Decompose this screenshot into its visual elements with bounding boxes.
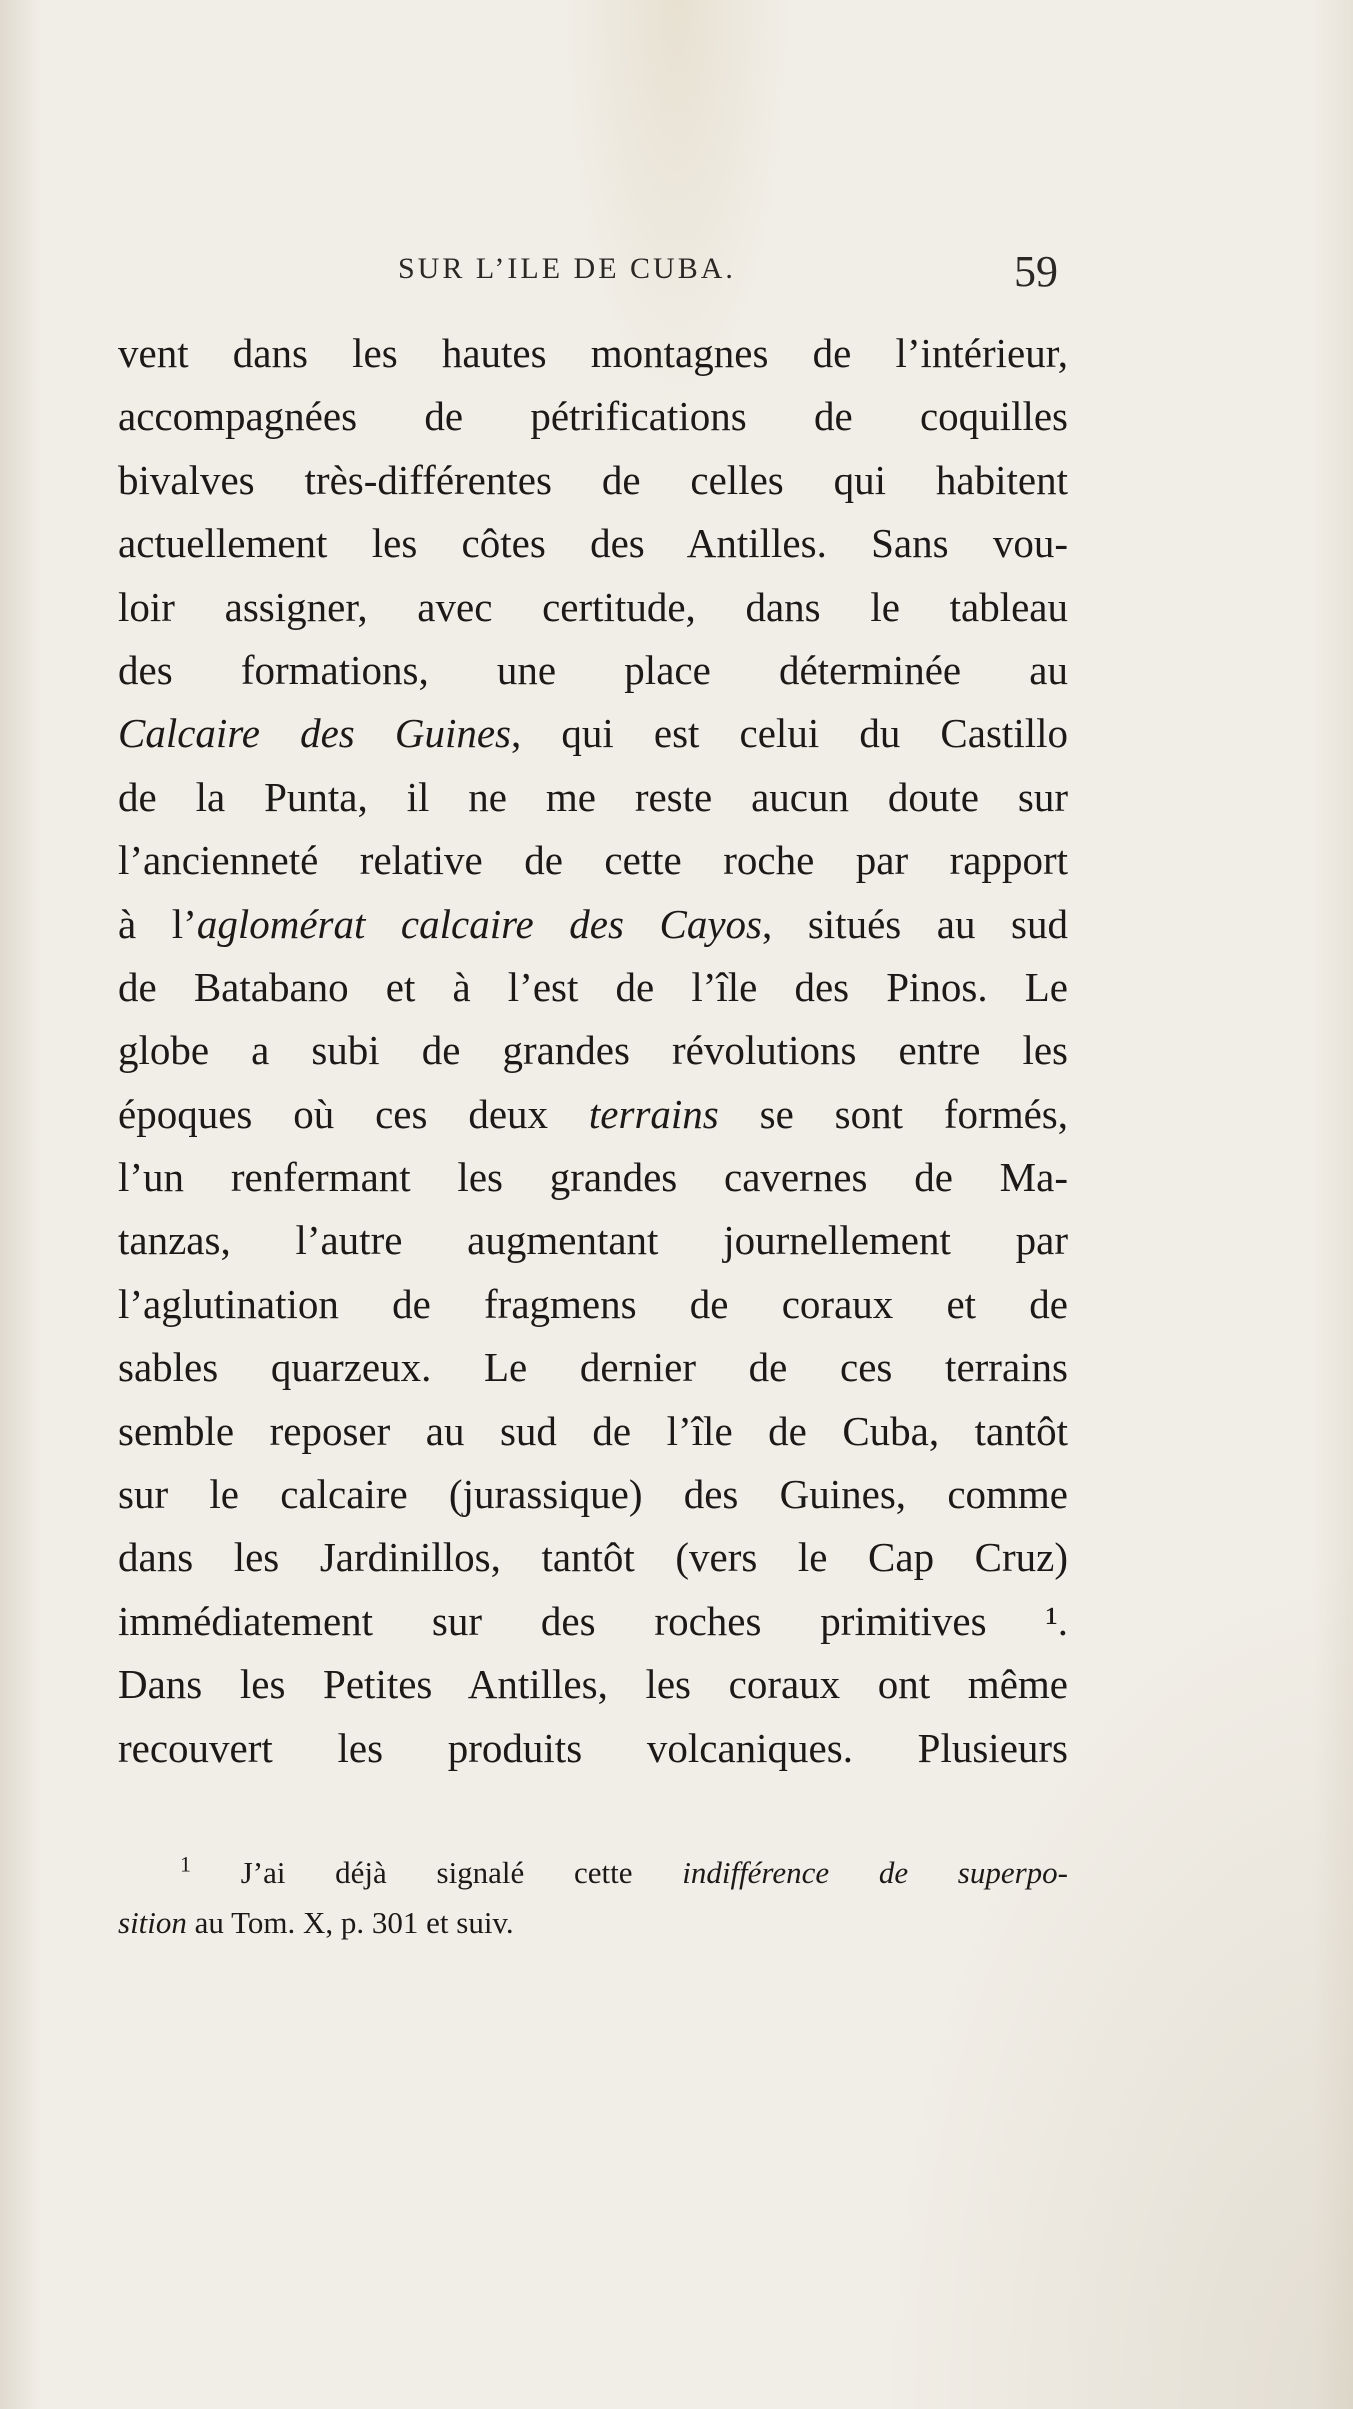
text-line: l’aglutination de fragmens de coraux et de [118, 1280, 1068, 1327]
text-line: l’ancienneté relative de cette roche par rapport [118, 837, 1068, 884]
text-line: l’un renfermant les grandes cavernes de Ma- [118, 1154, 1068, 1201]
text-line: loir assigner, avec certitude, dans le tableau [118, 583, 1068, 630]
text-line: immédiatement sur des roches primitives ¹. [118, 1597, 1068, 1644]
running-title: SUR L’ILE DE CUBA. [398, 252, 736, 285]
text-line: Calcaire des Guines, qui est celui du Castillo [118, 710, 1068, 757]
footnote-line: $^1$ J’ai déjà signalé cette indifférence de superpo- [180, 1851, 1068, 1890]
page-number: 59 [1014, 247, 1058, 296]
text-line: recouvert les produits volcaniques. Plusieurs [118, 1724, 1068, 1771]
body-text [118, 322, 1068, 1780]
text-line: actuellement les côtes des Antilles. Sans vou- [118, 520, 1068, 567]
text-line: de Batabano et à l’est de l’île des Pinos. Le [118, 963, 1068, 1010]
footnote-line: sition au Tom. X, p. 301 et suiv. [118, 1905, 514, 1940]
text-line: à l’aglomérat calcaire des Cayos, situés au sud [118, 900, 1068, 947]
text-line: bivalves très-différentes de celles qui habitent [118, 456, 1068, 503]
text-line: de la Punta, il ne me reste aucun doute sur [118, 773, 1068, 820]
text-line: époques où ces deux terrains se sont formés, [118, 1090, 1068, 1137]
text-line: des formations, une place déterminée au [118, 646, 1068, 693]
text-line: sables quarzeux. Le dernier de ces terrains [118, 1344, 1068, 1391]
text-line: globe a subi de grandes révolutions entre les [118, 1027, 1068, 1074]
text-line: accompagnées de pétrifications de coquilles [118, 393, 1068, 440]
text-line: tanzas, l’autre augmentant journellement par [118, 1217, 1068, 1264]
running-head [118, 246, 1058, 296]
footnote [118, 1848, 1068, 1948]
text-line: sur le calcaire (jurassique) des Guines, comme [118, 1471, 1068, 1518]
text-line: vent dans les hautes montagnes de l’intérieur, [118, 330, 1068, 376]
text-line: dans les Jardinillos, tantôt (vers le Cap Cruz) [118, 1534, 1068, 1581]
text-line: semble reposer au sud de l’île de Cuba, tantôt [118, 1407, 1068, 1454]
text-line: Dans les Petites Antilles, les coraux ont même [118, 1661, 1068, 1708]
footnote-marker: 1 [180, 1851, 191, 1877]
